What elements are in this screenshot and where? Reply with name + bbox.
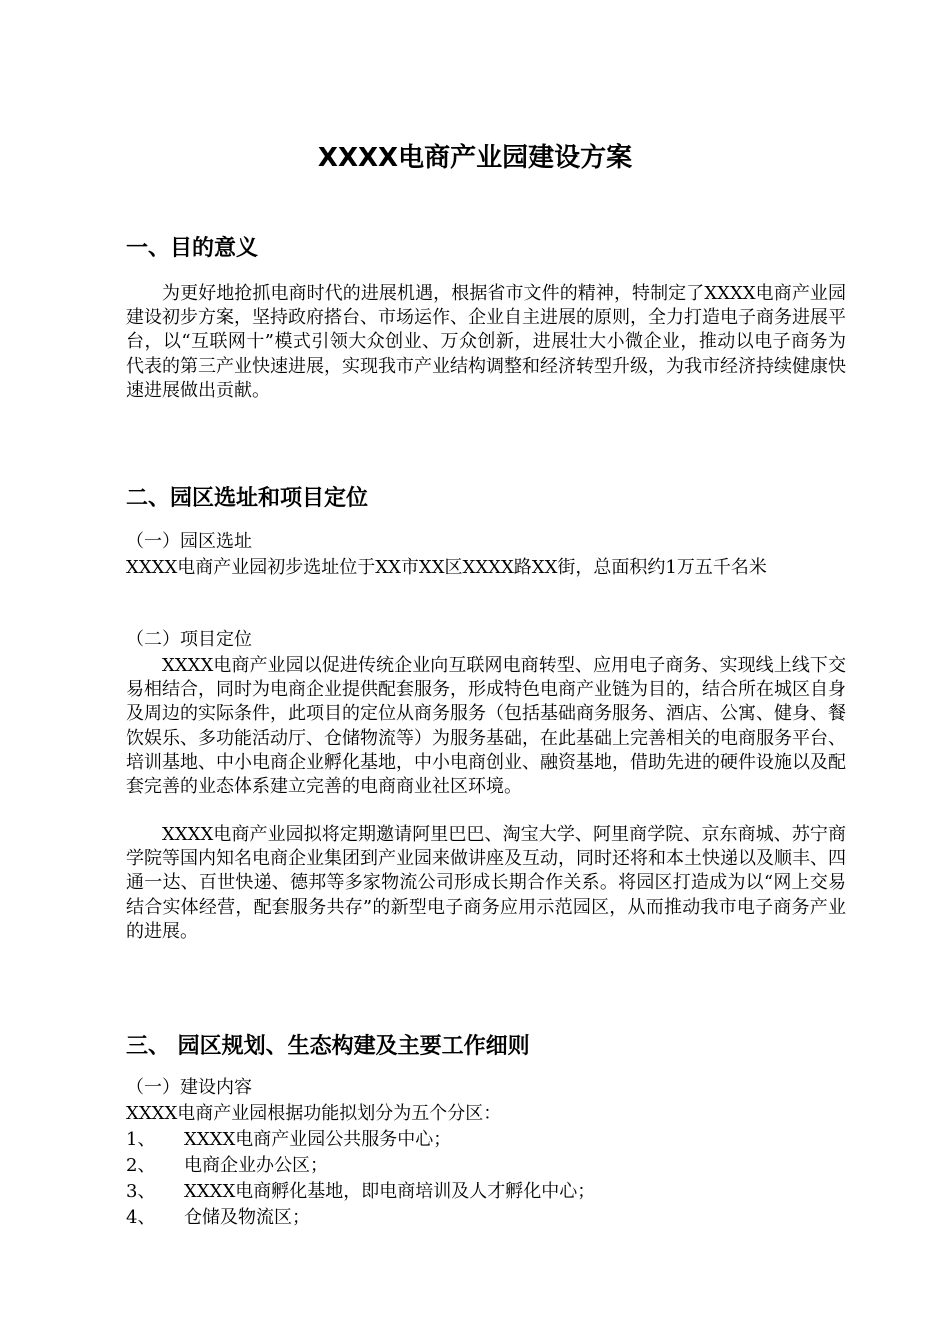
section3-heading: 三、 园区规划、生态构建及主要工作细则 bbox=[126, 1034, 530, 1059]
section3-sub1-label: （一）建设内容 bbox=[126, 1077, 252, 1098]
section2-para2: XXXX电商产业园拟将定期邀请阿里巴巴、淘宝大学、阿里商学院、京东商城、苏宁商学院等国内知名电商企业集团到产业园来做讲座及互动，同时还将和本土快递以及顺丰、四通一达、百世快递、德邦等多家物流公司形成长期合作关系。将园区打造成为以“网上交易结合实体经营，配套服务共存”的新型电子商务应用示范园区，从而推动我市电子商务产业的进展。 bbox=[126, 824, 846, 942]
list-item-number: 3、 bbox=[126, 1181, 156, 1202]
list-item-text: 仓储及物流区； bbox=[184, 1207, 310, 1228]
list-item-number: 1、 bbox=[126, 1129, 156, 1150]
document-title: XXXX电商产业园建设方案 bbox=[317, 143, 633, 173]
list-item bbox=[126, 1179, 846, 1205]
section1-paragraph: 为更好地抢抓电商时代的进展机遇，根据省市文件的精神，特制定了XXXX电商产业园建设初步方案，坚持政府搭台、市场运作、企业自主进展的原则，全力打造电子商务进展平台，以“互联网十”模式引领大众创业、万众创新，进展壮大小微企业，推动以电子商务为代表的第三产业快速进展，实现我市产业结构调整和经济转型升级，为我市经济持续健康快速进展做出贡献。 bbox=[126, 283, 846, 401]
section2-sub1-text: XXXX电商产业园初步选址位于XX市XX区XXXX路XX街，总面积约1万五千名米 bbox=[126, 557, 767, 578]
section2-para1: XXXX电商产业园以促进传统企业向互联网电商转型、应用电子商务、实现线上线下交易相结合，同时为电商企业提供配套服务，形成特色电商产业链为目的，结合所在城区自身及周边的实际条件，此项目的定位从商务服务（包括基础商务服务、酒店、公寓、健身、餐饮娱乐、多功能活动厅、仓储物流等）为服务基础，在此基础上完善相关的电商服务平台、培训基地、中小电商企业孵化基地，中小电商创业、融资基地，借助先进的硬件设施以及配套完善的业态体系建立完善的电商商业社区环境。 bbox=[126, 655, 846, 798]
list-item-number: 2、 bbox=[126, 1155, 156, 1176]
list-item-text: 电商企业办公区； bbox=[184, 1155, 328, 1176]
section3-intro: XXXX电商产业园根据功能拟划分为五个分区： bbox=[126, 1103, 502, 1124]
zone-list bbox=[126, 1127, 846, 1231]
section2-sub1-label: （一）园区选址 bbox=[126, 531, 252, 552]
list-item bbox=[126, 1127, 846, 1153]
list-item-text: XXXX电商产业园公共服务中心； bbox=[184, 1129, 452, 1150]
list-item bbox=[126, 1205, 846, 1231]
list-item bbox=[126, 1153, 846, 1179]
section1-heading: 一、目的意义 bbox=[126, 236, 259, 261]
section2-sub2-label: （二）项目定位 bbox=[126, 629, 252, 650]
list-item-text: XXXX电商孵化基地，即电商培训及人才孵化中心； bbox=[184, 1181, 596, 1202]
list-item-number: 4、 bbox=[126, 1207, 156, 1228]
section2-heading: 二、园区选址和项目定位 bbox=[126, 486, 369, 511]
